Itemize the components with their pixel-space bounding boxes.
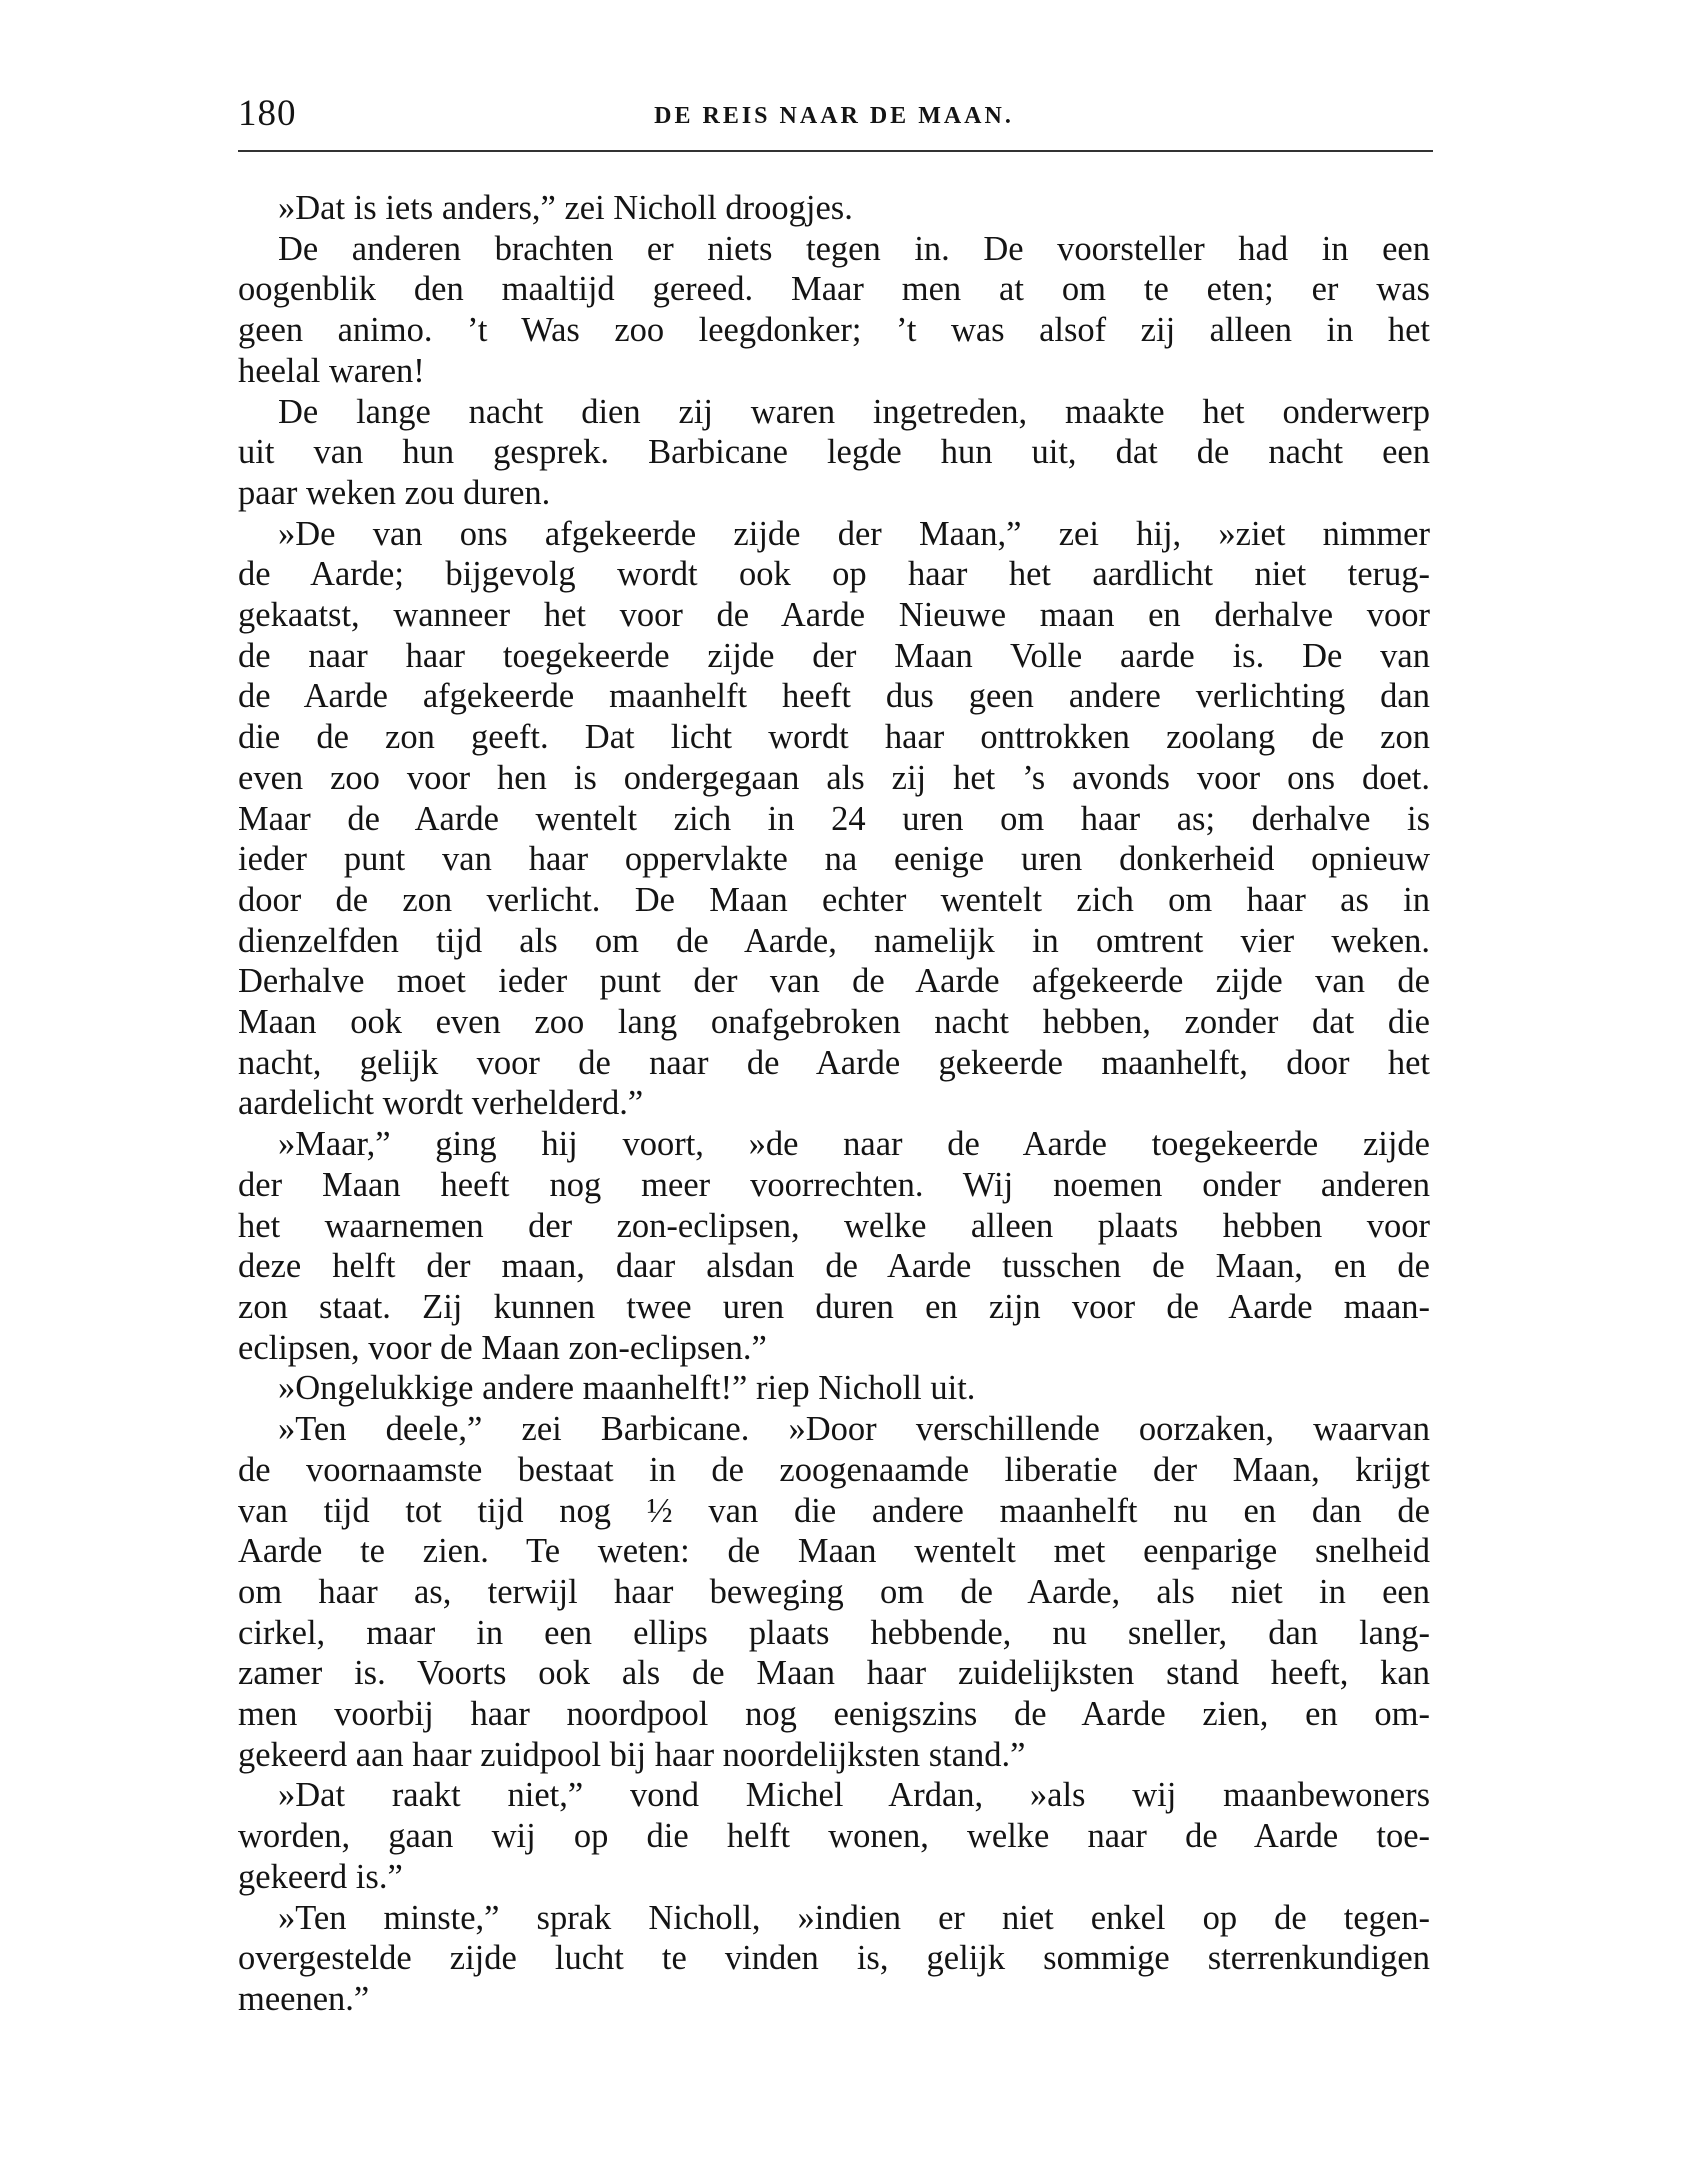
text-line: »Dat is iets anders,” zei Nicholl droogjes. [278,189,853,227]
text-line: de voornaamste bestaat in de zoogenaamde liberatie der Maan, krijgt [238,1450,1430,1489]
text-line: gekeerd is.” [238,1857,403,1896]
text-line: overgestelde zijde lucht te vinden is, gelijk sommige sterrenkundigen [238,1939,1430,1978]
text-line: deze helft der maan, daar alsdan de Aarde tusschen de Maan, en de [238,1247,1430,1286]
paragraph [238,514,1430,1125]
text-line: cirkel, maar in een ellips plaats hebbende, nu sneller, dan lang- [238,1613,1430,1652]
text-line: oogenblik den maaltijd gereed. Maar men at om te eten; er was [238,270,1430,309]
text-line: paar weken zou duren. [238,473,551,512]
header-rule [238,150,1433,152]
text-line: de naar haar toegekeerde zijde der Maan Volle aarde is. De van [238,636,1430,675]
text-line: gekeerd aan haar zuidpool bij haar noordelijksten stand.” [238,1735,1026,1774]
text-line: Aarde te zien. Te weten: de Maan wentelt met eenparige snelheid [238,1532,1430,1571]
text-line: de Aarde; bijgevolg wordt ook op haar het aardlicht niet terug- [238,555,1430,594]
text-line: »Ten deele,” zei Barbicane. »Door verschillende oorzaken, waarvan [278,1410,1430,1449]
text-line: uit van hun gesprek. Barbicane legde hun uit, dat de nacht een [238,433,1430,472]
paragraph [238,188,1430,229]
text-line: het waarnemen der zon-eclipsen, welke alleen plaats hebben voor [238,1206,1430,1245]
page-number: 180 [238,93,297,134]
paragraph [238,229,1430,392]
text-line: men voorbij haar noordpool nog eenigszins de Aarde zien, en om- [238,1695,1430,1734]
page-header [238,92,1430,136]
text-line: zamer is. Voorts ook als de Maan haar zuidelijksten stand heeft, kan [238,1654,1430,1693]
text-line: van tijd tot tijd nog ½ van die andere maanhelft nu en dan de [238,1491,1430,1530]
text-line: nacht, gelijk voor de naar de Aarde gekeerde maanhelft, door het [238,1043,1430,1082]
paragraph [238,1409,1430,1775]
text-line: »Ten minste,” sprak Nicholl, »indien er niet enkel op de tegen- [278,1898,1430,1937]
text-line: zon staat. Zij kunnen twee uren duren en zijn voor de Aarde maan- [238,1287,1430,1326]
paragraph [238,1368,1430,1409]
text-line: Maan ook even zoo lang onafgebroken nacht hebben, zonder dat die [238,1003,1430,1042]
text-line: door de zon verlicht. De Maan echter wentelt zich om haar as in [238,880,1430,919]
text-line: De anderen brachten er niets tegen in. De voorsteller had in een [278,229,1430,268]
text-line: der Maan heeft nog meer voorrechten. Wij noemen onder anderen [238,1165,1430,1204]
text-line: »Dat raakt niet,” vond Michel Ardan, »als wij maanbewoners [278,1776,1430,1815]
text-line: meenen.” [238,1979,370,2018]
text-line: dienzelfden tijd als om de Aarde, namelijk in omtrent vier weken. [238,921,1430,960]
running-title: DE REIS NAAR DE MAAN. [654,103,1014,129]
text-line: heelal waren! [238,351,425,390]
text-line: »De van ons afgekeerde zijde der Maan,” zei hij, »ziet nimmer [278,514,1430,553]
text-line: de Aarde afgekeerde maanhelft heeft dus geen andere verlichting dan [238,677,1430,716]
text-line: Maar de Aarde wentelt zich in 24 uren om haar as; derhalve is [238,799,1430,838]
text-line: eclipsen, voor de Maan zon-eclipsen.” [238,1328,767,1367]
body-text [238,188,1430,2020]
text-line: worden, gaan wij op die helft wonen, welke naar de Aarde toe- [238,1817,1430,1856]
text-line: »Ongelukkige andere maanhelft!” riep Nicholl uit. [278,1369,976,1408]
paragraph [238,1124,1430,1368]
text-line: om haar as, terwijl haar beweging om de Aarde, als niet in een [238,1572,1430,1611]
text-line: die de zon geeft. Dat licht wordt haar onttrokken zoolang de zon [238,718,1430,757]
text-line: gekaatst, wanneer het voor de Aarde Nieuwe maan en derhalve voor [238,596,1430,635]
text-line: aardelicht wordt verhelderd.” [238,1084,644,1123]
text-line: ieder punt van haar oppervlakte na eenige uren donkerheid opnieuw [238,840,1430,879]
paragraph [238,392,1430,514]
text-line: »Maar,” ging hij voort, »de naar de Aarde toegekeerde zijde [278,1125,1430,1164]
text-line: geen animo. ’t Was zoo leegdonker; ’t was alsof zij alleen in het [238,311,1430,350]
paragraph [238,1898,1430,2020]
text-line: Derhalve moet ieder punt der van de Aarde afgekeerde zijde van de [238,962,1430,1001]
text-line: even zoo voor hen is ondergegaan als zij het ’s avonds voor ons doet. [238,758,1430,797]
text-line: De lange nacht dien zij waren ingetreden, maakte het onderwerp [278,392,1430,431]
paragraph [238,1775,1430,1897]
